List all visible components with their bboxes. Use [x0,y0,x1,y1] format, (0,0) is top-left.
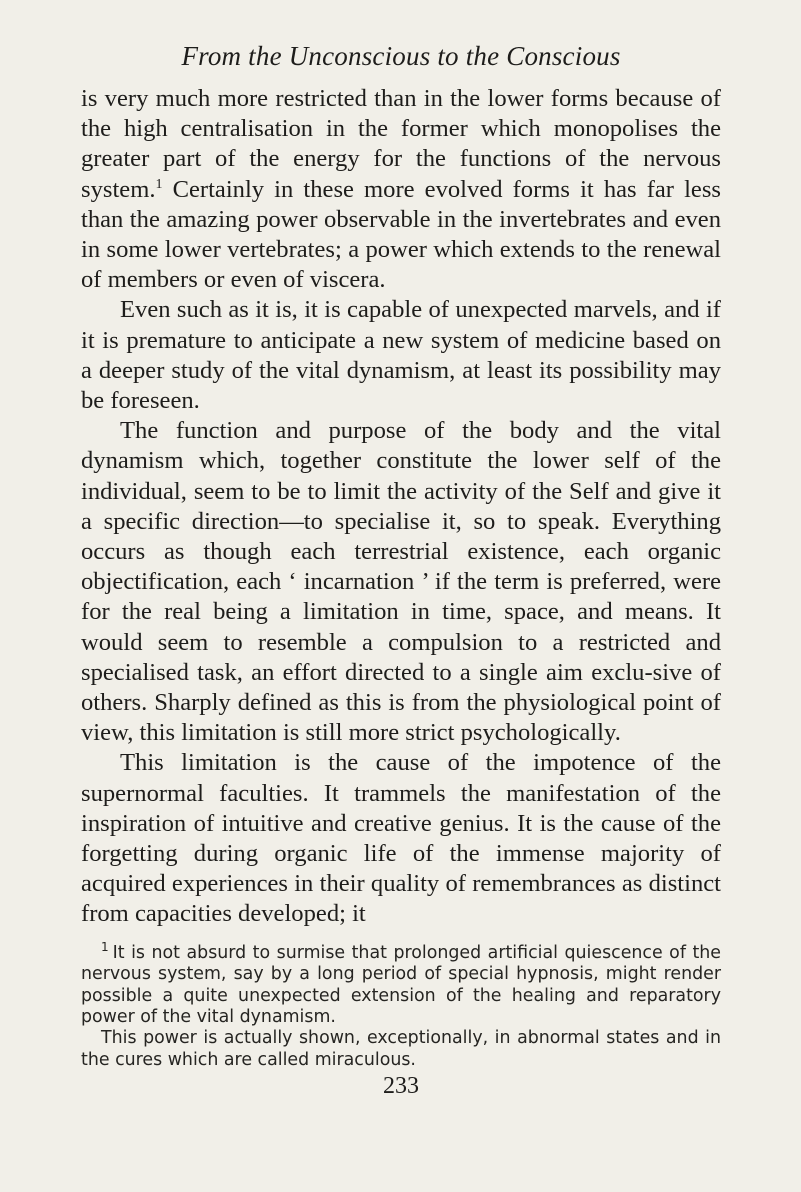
paragraph-text: Certainly in these more evolved forms it has far less than the amazing power observable in the invertebrates and even in some lower vertebrates; a power which extends to the renewal of members or even of viscera. [81,175,721,294]
footnote-reference: 1 [155,176,163,192]
footnotes [81,939,721,1071]
running-head: From the Unconscious to the Conscious [181,41,621,71]
body-text [81,84,721,930]
page-number: 233 [383,1073,419,1100]
paragraph: The function and purpose of the body and the vital dynamism which, together constitute the lower self of the individual, seem to be to limit the activity of the Self and give it a specific direction—to specialise it, so to speak. Everything occurs as though each terrestrial existence, each organic objectification, each ‘ incarnation ’ if the term is preferred, were for the real being a limitation in time, space, and means. It would seem to resemble a compulsion to a restricted and specialised task, an effort directed to a single aim exclu-sive of others. Sharply defined as this is from the physiological point of view, this limitation is still more strict psychologically. [81,417,721,747]
paragraph: This limitation is the cause of the impotence of the supernormal faculties. It trammels the manifestation of the inspiration of intuitive and creative genius. It is the cause of the forgetting during organic life of the immense majority of acquired experiences in their quality of remembrances as distinct from capacities developed; it [81,749,721,928]
footnote [81,939,721,1029]
paragraph-continued [81,84,721,295]
book-page [81,40,721,1099]
footnote-continuation: This power is actually shown, exceptionally, in abnormal states and in the cures which are called miraculous. [81,1028,721,1070]
paragraph-text: is very much more restricted than in the lower forms because of the high centralisation in the former which monopolises the greater part of the energy for the functions of the nervous system. [81,85,721,203]
paragraph: Even such as it is, it is capable of unexpected marvels, and if it is premature to anticipate a new system of medicine based on a deeper study of the vital dynamism, at least its possibility may be foreseen. [81,296,721,415]
footnote-text: It is not absurd to surmise that prolonged artificial quiescence of the nervous system, say by a long period of special hypnosis, might render possible a quite unexpected extension of the healing and reparatory power of the vital dynamism. [81,942,721,1027]
footnote-mark: 1 [101,939,109,954]
